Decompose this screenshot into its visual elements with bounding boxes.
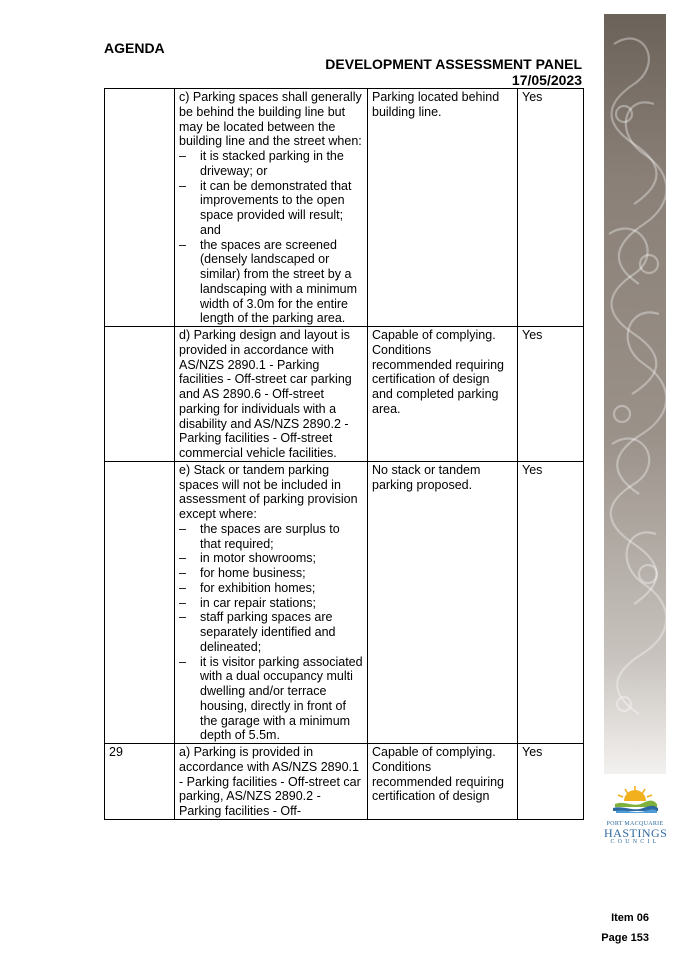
requirement-text: c) Parking spaces shall generally be behind the building line but may be located between the building line and the street when: — [179, 90, 362, 149]
page-number: Page 153 — [601, 932, 649, 944]
council-logo — [604, 784, 666, 845]
complies-cell: Yes — [518, 744, 584, 820]
clause-number-cell: 29 — [105, 744, 175, 820]
requirement-text: except where: — [179, 507, 257, 521]
logo-line-council: COUNCIL — [610, 839, 660, 845]
sun-wave-icon — [611, 784, 659, 814]
requirement-bullet: – it can be demonstrated that improvements to the open space provided will result; and — [179, 179, 363, 238]
clause-number-cell — [105, 327, 175, 462]
table-row — [105, 89, 584, 327]
logo-line-hastings: HASTINGS — [604, 826, 668, 840]
complies-cell: Yes — [518, 461, 584, 743]
agenda-label: AGENDA — [104, 40, 165, 56]
requirement-cell — [175, 744, 368, 820]
requirement-cell — [175, 89, 368, 327]
requirement-text: e) Stack or tandem parking spaces will not be included in assessment of parking provision — [179, 462, 358, 507]
assessment-table — [104, 88, 584, 820]
meeting-date: 17/05/2023 — [511, 72, 582, 88]
requirement-cell — [175, 461, 368, 743]
requirement-bullet: – for home business; — [179, 566, 363, 581]
assessment-comment-cell: No stack or tandem parking proposed. — [368, 461, 518, 743]
item-number: Item 06 — [611, 912, 649, 924]
assessment-comment-cell: Parking located behind building line. — [368, 89, 518, 327]
logo-line-port-macquarie: PORT MACQUARIE — [606, 821, 664, 827]
requirement-bullet-list — [179, 149, 363, 326]
requirement-bullet: – in car repair stations; — [179, 596, 363, 611]
requirement-bullet: – staff parking spaces are separately identified and delineated; — [179, 610, 363, 654]
assessment-comment-cell: Capable of complying. Conditions recommended requiring certification of design — [368, 744, 518, 820]
table-row — [105, 744, 584, 820]
requirement-text: d) Parking design and layout is provided in accordance with AS/NZS 2890.1 - Parking facilities - Off-street car parking and AS 2890.6 - Off-street parking for individuals with a disability and AS/NZS 2890.2 - Parking facilities - Off-street commercial vehicle facilities. — [179, 328, 352, 460]
requirement-bullet: – the spaces are surplus to that required; — [179, 522, 363, 552]
decorative-sidebar — [604, 14, 666, 774]
complies-cell: Yes — [518, 327, 584, 462]
clause-number-cell — [105, 89, 175, 327]
table-row — [105, 461, 584, 743]
requirement-bullet: – it is stacked parking in the driveway; or — [179, 149, 363, 179]
complies-cell: Yes — [518, 89, 584, 327]
requirement-bullet: – for exhibition homes; — [179, 581, 363, 596]
requirement-bullet: – in motor showrooms; — [179, 551, 363, 566]
assessment-comment-cell: Capable of complying. Conditions recommended requiring certification of design and completed parking area. — [368, 327, 518, 462]
requirement-bullet-list — [179, 522, 363, 743]
requirement-text: a) Parking is provided in accordance with AS/NZS 2890.1 - Parking facilities - Off-street car parking, AS/NZS 2890.2 - Parking facilities - Off- — [179, 745, 361, 818]
requirement-bullet: – it is visitor parking associated with a dual occupancy multi dwelling and/or terrace housing, directly in front of the garage with a minimum depth of 5.5m. — [179, 655, 363, 744]
requirement-cell — [175, 327, 368, 462]
panel-title: DEVELOPMENT ASSESSMENT PANEL — [325, 56, 582, 72]
clause-number-cell — [105, 461, 175, 743]
requirement-bullet: – the spaces are screened (densely landscaped or similar) from the street by a landscaping with a minimum width of 3.0m for the entire length of the parking area. — [179, 238, 363, 327]
table-row — [105, 327, 584, 462]
swirl-pattern-icon — [604, 14, 666, 774]
